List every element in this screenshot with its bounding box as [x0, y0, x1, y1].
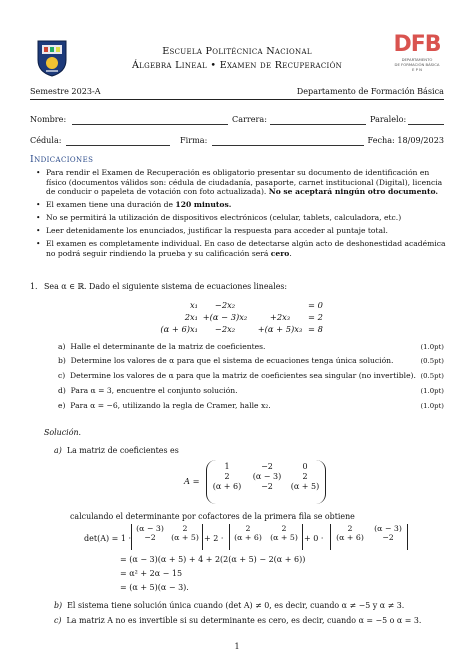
question-number: 1. — [30, 282, 38, 291]
instruction-item: • No se permitirá la utilización de dispositivos electrónicos (celular, tablets, calculadora, etc.) — [36, 213, 446, 223]
career-field-line[interactable] — [270, 124, 366, 125]
instruction-item: • Para rendir el Examen de Recuperación es obligatorio presentar su documento de identificación en físico (documentos válidos son: cédula de ciudadanía, pasaporte, carnet institucional (Digital), licencia de conducir o papeleta de votación con foto actualizada). No se aceptará ningún otro documento. — [36, 168, 446, 197]
minor-2: 2 2 (α + 6) (α + 5) — [229, 524, 303, 550]
det-step-2: = α² + 2α − 15 — [120, 569, 183, 578]
question-intro: Sea α ∈ ℝ. Dado el siguiente sistema de ecuaciones lineales: — [44, 282, 288, 291]
solution-title: Solución. — [44, 428, 82, 437]
instruction-item: • El examen es completamente individual. En caso de detectarse algún acto de deshonestidad académica no podrá seguir rindiendo la prueba y su calificación será cero. — [36, 239, 446, 258]
parallel-label: Paralelo: — [370, 114, 407, 124]
header-rule — [30, 99, 444, 100]
question-item-c: c) Determine los valores de α para que la matriz de coeficientes sea singular (no invertible). (0.5pt) — [58, 371, 444, 380]
page-number: 1 — [234, 642, 240, 651]
exam-subtitle: Álgebra Lineal • Examen de Recuperación — [131, 60, 343, 71]
det-plus-0: + 0 · — [304, 534, 324, 543]
name-field-line[interactable] — [72, 124, 228, 125]
question-item-b: b) Determine los valores de α para que el sistema de ecuaciones tenga única solución. (0.5pt) — [58, 356, 444, 365]
matrix-lhs: A = — [184, 476, 200, 486]
det-step-1: = (α − 3)(α + 5) + 4 + 2(2(α + 5) − 2(α + 6)) — [120, 555, 306, 564]
solution-a: a) La matriz de coeficientes es — [54, 446, 179, 455]
instruction-item: • Leer detenidamente los enunciados, justificar la respuesta para acceder al puntaje total. — [36, 226, 446, 236]
minor-1: (α − 3) 2 −2 (α + 5) — [131, 524, 203, 550]
id-label: Cédula: — [30, 135, 62, 145]
career-label: Carrera: — [232, 114, 267, 124]
question-item-e: e) Para α = −6, utilizando la regla de Cramer, halle x₂. (1.0pt) — [58, 401, 444, 410]
department-label: Departamento de Formación Básica — [296, 86, 444, 96]
det-lhs: det(A) = 1 · — [84, 534, 132, 543]
det-plus-2: + 2 · — [204, 534, 224, 543]
parallel-field-line[interactable] — [408, 124, 444, 125]
signature-label: Firma: — [180, 135, 208, 145]
minor-3: 2 (α − 3) (α + 6) −2 — [330, 524, 408, 550]
date-label: Fecha: 18/09/2023 — [367, 135, 444, 145]
solution-b: b) El sistema tiene solución única cuando (det A) ≠ 0, es decir, cuando α ≠ −5 y α ≠ 3. — [54, 601, 405, 610]
equation-system: x₁ −2x₂ = 0 2x₁ +(α − 3)x₂ +2x₃ = 2 (α + 6)x₁ −2x₂ +(α + 5)x₃ = 8 — [160, 300, 323, 334]
question-item-a: a) Halle el determinante de la matriz de coeficientes. (1.0pt) — [58, 342, 444, 351]
name-label: Nombre: — [30, 114, 67, 124]
signature-field-line[interactable] — [212, 145, 364, 146]
solution-c: c) La matriz A no es invertible si su determinante es cero, es decir, cuando α = −5 o α = 3. — [54, 616, 422, 625]
det-step-3: = (α + 5)(α − 3). — [120, 583, 189, 592]
semester-label: Semestre 2023-A — [30, 86, 101, 96]
cofactor-text: calculando el determinante por cofactores de la primera fila se obtiene — [70, 512, 355, 521]
institution-title: Escuela Politécnica Nacional — [162, 46, 312, 57]
instruction-item: • El examen tiene una duración de 120 minutos. — [36, 200, 446, 210]
id-field-line[interactable] — [66, 145, 170, 146]
instructions-title: Indicaciones — [30, 154, 94, 165]
epn-shield-logo — [32, 38, 72, 78]
instructions-list — [36, 168, 446, 262]
question-item-d: d) Para α = 3, encuentre el conjunto solución. (1.0pt) — [58, 386, 444, 395]
coefficient-matrix: 1 −2 0 2 (α − 3) 2 (α + 6) −2 (α + 5) — [206, 460, 326, 504]
dfb-logo: DFB DEPARTAMENTO DE FORMACIÓN BÁSICA E P N — [393, 32, 441, 72]
